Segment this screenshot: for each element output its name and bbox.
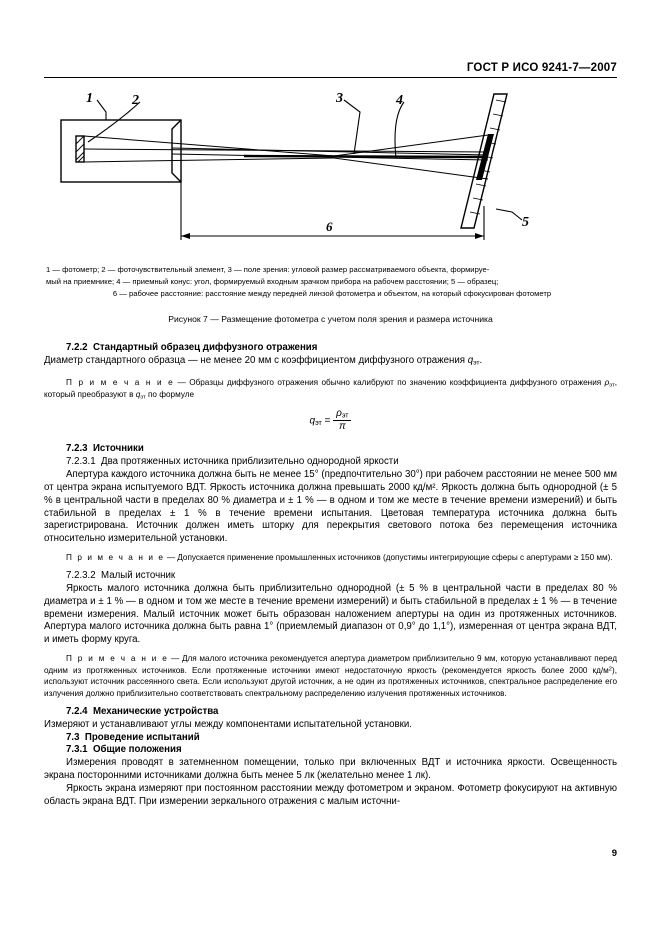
heading-7-2-2-title: Стандартный образец диффузного отражения: [92, 342, 318, 353]
heading-7-3-1: [66, 744, 617, 757]
figure-legend-line-1: 1 — фотометр; 2 — фоточувствительный элемент, 3 — поле зрения: угловой размер рассматриваемого объекта, формируе-: [46, 265, 490, 274]
note-label-7-2-2: П р и м е ч а н и е: [66, 377, 175, 387]
figure-legend: [46, 264, 618, 300]
heading-7-3-number: 7.3: [66, 731, 80, 743]
figure-label-4: 4: [396, 93, 403, 108]
para-7-2-3-1: Апертура каждого источника должна быть не менее 15° (предпочтительно 30°) при рабочем расстоянии не менее 500 мм от центра экрана испытуемого ВДТ. Яркость источника должна превышать 2000 кд/м². Яркость должна быть однородной (± 5 % в центральной части в пределах 80 % диаметра и ± 1 % — в одном и том же месте в течение времени измерений) и быть стабильной в пределах ± 1 % в течение времени испытания. Цветовая температура источника должна быть зарегистрирована. Источник должен иметь шторку для перекрытия светового потока без перемещения источника относительно измерительной установки.: [44, 468, 617, 545]
para-7-3-1-first: Измерения проводят в затемненном помещении, только при включенных ВДТ и источника яркости. Освещенность экрана посторонними источниками должна быть менее 5 лк (желательно менее 1 лк).: [44, 757, 617, 782]
heading-7-3: [66, 732, 617, 745]
heading-7-2-2: [66, 342, 617, 355]
figure-label-6: 6: [326, 219, 333, 234]
heading-7-2-4-title: Механические устройства: [92, 705, 219, 717]
heading-7-2-4-number: 7.2.4: [66, 705, 88, 717]
heading-7-2-3-1-title: Два протяженных источника приблизительно однородной яркости: [101, 455, 399, 467]
dim-arrow-right: [475, 233, 484, 239]
para-7-3-1-second: Яркость экрана измеряют при постоянном расстоянии между фотометром и экраном. Фотометр фокусируют на активную область экрана ВДТ. При измерении зеркального отражения с малым источни-: [44, 783, 617, 807]
formula-lhs-symbol: q: [309, 414, 316, 426]
formula-num-symbol: ρ: [336, 407, 342, 419]
symbol-q-et-sub: эт: [473, 359, 480, 367]
formula-lhs-sub: эт: [315, 419, 322, 427]
para-7-2-2-text: Диаметр стандартного образца — не менее 20 мм с коэффициентом диффузного отражения: [44, 354, 468, 366]
note-text-7-2-3-2-a: — Для малого источника рекомендуется апертура диаметром приблизительно 9 мм, которую устанавливают перед одним из протяженных источников. Если протяженные источники имеют недостаточную яркость (рекомендуется яркость более 2000 кд/м: [44, 654, 617, 675]
figure-caption: Рисунок 7 — Размещение фотометра с учетом поля зрения и размера источника: [168, 314, 493, 324]
note-text-7-2-2-a: — Образцы диффузного отражения обычно калибруют по значению коэффициента диффузного отражения: [174, 377, 605, 387]
formula-equals: =: [324, 414, 331, 426]
note-text-7-2-3-2-b: ), используют источник рассеянного света. Если используют другой источник, а не один из протяженных источников, спектральное распределение его излучения должно приблизительно соответствовать спектральному распределению излучения протяженных источников.: [44, 665, 617, 699]
formula-num-sub: эт: [341, 412, 349, 420]
symbol-rho-et-sub: эт: [609, 382, 615, 389]
para-7-2-3-2: Яркость малого источника должна быть приблизительно однородной (± 5 % в центральной части в пределах 80 % диаметра и ± 1 % — в одном и том же месте в течение времени измерений) и быть стабильной в пределах ± 1 % — в течение времени измерения. Малый источник может быть образован наложением апертуры на один из протяженных источников. Апертура малого источника должна быть равна 1° (приемлемый диапазон от 0,9° до 1,1°), измеренная от центра экрана ВДТ, и иметь форму круга.: [44, 582, 617, 646]
symbol-q-et: q: [467, 354, 474, 366]
figure-label-5: 5: [522, 215, 529, 230]
heading-7-3-title: Проведение испытаний: [84, 731, 200, 743]
symbol-q-et-2-sub: эт: [140, 394, 146, 401]
page-header: [0, 58, 661, 76]
note-label-7-2-3-2: П р и м е ч а н и е: [66, 654, 169, 664]
symbol-q-et-2: q: [135, 390, 141, 400]
formula-fraction: [333, 409, 351, 433]
heading-7-2-3-number: 7.2.3: [66, 443, 88, 455]
heading-7-2-3-1: [66, 456, 617, 469]
formula-denominator: π: [338, 421, 346, 433]
formula-numerator: [333, 409, 351, 422]
note-label-7-2-3-1: П р и м е ч а н и е: [66, 553, 165, 563]
note-text-7-2-3-1: — Допускается применение промышленных источников (допустимы интегрирующие сферы с апертурами ≥ 150 мм).: [164, 553, 613, 563]
figure-7-drawing: [44, 88, 617, 260]
note-7-2-3-1: [44, 552, 617, 564]
formula-q-et: [44, 409, 617, 433]
heading-7-2-3-2-number: 7.2.3.2: [66, 569, 96, 581]
page-number: 9: [611, 848, 617, 859]
heading-7-3-1-number: 7.3.1: [66, 744, 88, 756]
figure-legend-line-3: 6 — рабочее расстояние: расстояние между передней линзой фотометра и объектом, на который сфокусирован фотометр: [112, 288, 552, 298]
dim-arrow-left: [181, 233, 190, 239]
heading-7-2-3-2-title: Малый источник: [101, 569, 176, 581]
note-7-2-2: [44, 377, 617, 402]
heading-7-2-3-2: [66, 570, 617, 583]
heading-7-2-3-1-number: 7.2.3.1: [66, 455, 96, 467]
heading-7-2-3-title: Источники: [92, 443, 144, 455]
para-7-2-2-main: [44, 355, 617, 368]
figure-legend-line-2: мый на приемнике; 4 — приемный конус: угол, формируемый входным зрачком прибора на рабочем расстоянии; 5 — образец;: [46, 276, 499, 286]
symbol-rho-et: ρ: [604, 377, 610, 387]
note-text-7-2-2-b: , который преобразуют в: [44, 377, 617, 400]
figure-label-2: 2: [132, 93, 139, 108]
para-7-2-4: Измеряют и устанавливают углы между компонентами испытательной установки.: [44, 718, 412, 730]
para-7-2-2-period: .: [479, 354, 483, 366]
note-text-7-2-2-c: по формуле: [145, 390, 195, 400]
figure-7-photometer-layout: [44, 88, 617, 260]
header-rule: [44, 77, 617, 78]
heading-7-2-3: [66, 443, 617, 456]
note-7-2-3-2: [44, 653, 617, 700]
heading-7-3-1-title: Общие положения: [92, 744, 182, 756]
heading-7-2-4: [66, 706, 617, 719]
note-superscript-2: 2: [608, 666, 612, 673]
document-body: [44, 342, 617, 809]
standard-number: ГОСТ Р ИСО 9241-7—2007: [466, 62, 617, 74]
figure-label-3: 3: [336, 91, 343, 106]
figure-label-1: 1: [86, 91, 93, 106]
heading-7-2-2-number: 7.2.2: [66, 342, 88, 353]
